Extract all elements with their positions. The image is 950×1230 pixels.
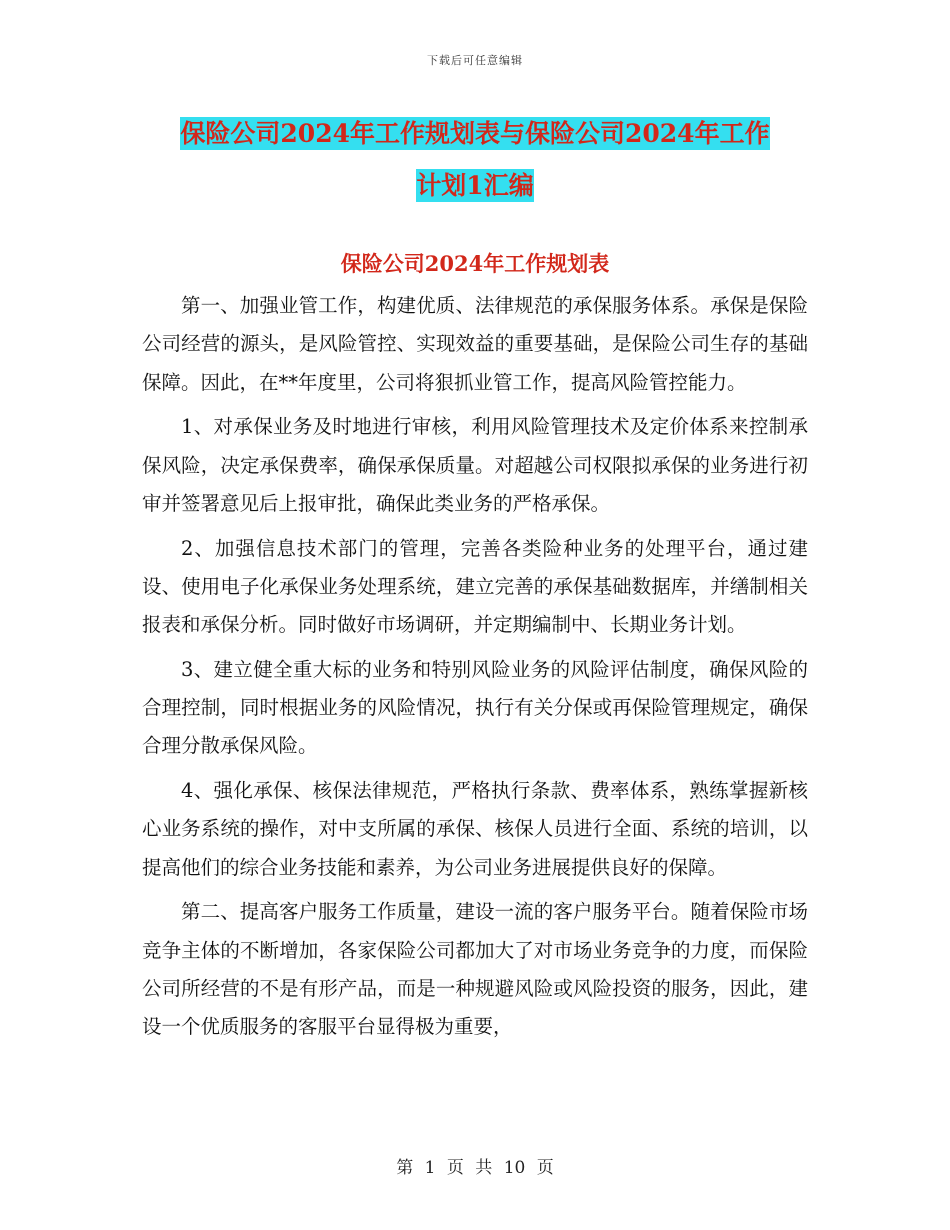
- paragraph-3: 2、加强信息技术部门的管理，完善各类险种业务的处理平台，通过建设、使用电子化承保业务处理系统，建立完善的承保基础数据库，并缮制相关报表和承保分析。同时做好市场调研，并定期编制中、长期业务计划。: [142, 536, 808, 637]
- paragraph-6: 第二、提高客户服务工作质量，建设一流的客户服务平台。随着保险市场竞争主体的不断增加，各家保险公司都加大了对市场业务竞争的力度，而保险公司所经营的不是有形产品，而是一种规避风险或风险投资的服务，因此，建设一个优质服务的客服平台显得极为重要，: [142, 900, 808, 1039]
- header-note: 下载后可任意编辑: [427, 54, 523, 67]
- section-title: 保险公司2024年工作规划表: [340, 251, 610, 276]
- title-line-1: 保险公司2024年工作规划表与保险公司2024年工作: [180, 119, 770, 148]
- body-text: [142, 287, 808, 1053]
- title-line-2: 计划1汇编: [416, 171, 534, 200]
- page-number-footer: 第 1 页 共 10 页: [396, 1158, 554, 1178]
- paragraph-2: 1、对承保业务及时地进行审核，利用风险管理技术及定价体系来控制承保风险，决定承保费率，确保承保质量。对超越公司权限拟承保的业务进行初审并签署意见后上报审批，确保此类业务的严格承保。: [142, 415, 808, 515]
- document-title: [0, 108, 950, 212]
- paragraph-1: 第一、加强业管工作，构建优质、法律规范的承保服务体系。承保是保险公司经营的源头，是风险管控、实现效益的重要基础，是保险公司生存的基础保障。因此，在**年度里，公司将狠抓业管工作，提高风险管控能力。: [142, 294, 808, 394]
- paragraph-4: 3、建立健全重大标的业务和特别风险业务的风险评估制度，确保风险的合理控制，同时根据业务的风险情况，执行有关分保或再保险管理规定，确保合理分散承保风险。: [142, 657, 808, 758]
- paragraph-5: 4、强化承保、核保法律规范，严格执行条款、费率体系，熟练掌握新核心业务系统的操作，对中支所属的承保、核保人员进行全面、系统的培训，以提高他们的综合业务技能和素养，为公司业务进展提供良好的保障。: [142, 779, 808, 879]
